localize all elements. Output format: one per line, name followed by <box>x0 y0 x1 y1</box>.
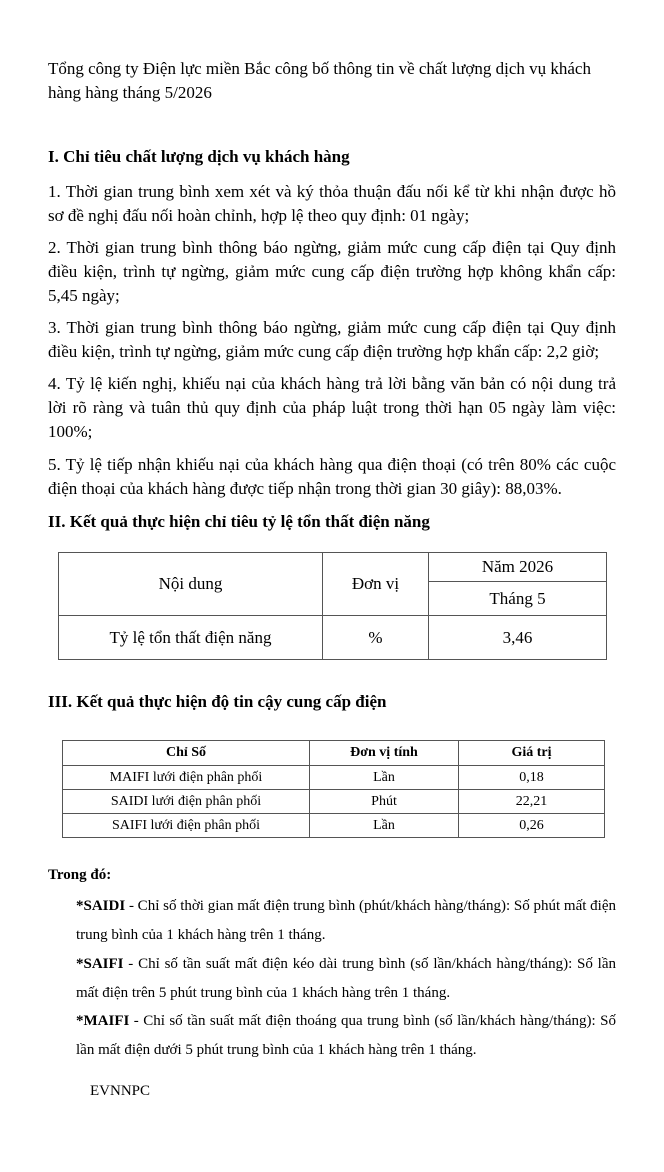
section1-item-4: 4. Tỷ lệ kiến nghị, khiếu nại của khách hàng trả lời bằng văn bản có nội dung trả lời rõ ràng và tuân thủ quy định của pháp luật trong thời hạn 05 ngày làm việc: 100%; <box>48 374 616 441</box>
reliability-header-value: Giá trị <box>459 741 605 766</box>
note-saifi <box>76 950 616 1008</box>
table-row <box>63 766 605 790</box>
notes-heading: Trong đó: <box>48 867 112 883</box>
note-saifi-text: - Chỉ số tần suất mất điện kéo dài trung bình (số lần/khách hàng/tháng): Số lần mất điện trên 5 phút trung bình của 1 khách hàng trên 1 tháng. <box>76 956 616 1001</box>
reliability-header-unit: Đơn vị tính <box>310 741 459 766</box>
loss-table <box>58 552 607 660</box>
note-maifi <box>76 1007 616 1065</box>
section3-title: III. Kết quả thực hiện độ tin cậy cung cấp điện <box>48 692 387 711</box>
row-unit: Phút <box>310 790 459 814</box>
row-unit: Lần <box>310 766 459 790</box>
note-saidi-term: *SAIDI <box>76 898 126 914</box>
section1-title: I. Chỉ tiêu chất lượng dịch vụ khách hàng <box>48 147 350 166</box>
intro-paragraph: Tổng công ty Điện lực miền Bắc công bố thông tin về chất lượng dịch vụ khách hàng hàng tháng 5/2026 <box>48 59 591 102</box>
note-maifi-term: *MAIFI <box>76 1013 130 1029</box>
note-saidi <box>76 892 616 950</box>
row-index: SAIFI lưới điện phân phối <box>63 814 310 838</box>
row-value: 0,26 <box>459 814 605 838</box>
row-index: SAIDI lưới điện phân phối <box>63 790 310 814</box>
header-content: Nội dung <box>59 553 323 616</box>
section1-item-1: 1. Thời gian trung bình xem xét và ký thỏa thuận đấu nối kể từ khi nhận được hồ sơ đề nghị đấu nối hoàn chỉnh, hợp lệ theo quy định: 01 ngày; <box>48 182 616 225</box>
row-unit: Lần <box>310 814 459 838</box>
footer-signature: EVNNPC <box>90 1083 151 1099</box>
row-index: MAIFI lưới điện phân phối <box>63 766 310 790</box>
row-value: 0,18 <box>459 766 605 790</box>
note-maifi-text: - Chỉ số tần suất mất điện thoáng qua trung bình (số lần/khách hàng/tháng): Số lần mất điện dưới 5 phút trung bình của 1 khách hàng trên 1 tháng. <box>76 1013 616 1058</box>
section1-item-3: 3. Thời gian trung bình thông báo ngừng, giảm mức cung cấp điện tại Quy định điều kiện, trình tự ngừng, giảm mức cung cấp điện trường hợp khẩn cấp: 2,2 giờ; <box>48 318 616 361</box>
header-month: Tháng 5 <box>429 582 607 616</box>
reliability-header-index: Chỉ Số <box>63 741 310 766</box>
header-year: Năm 2026 <box>429 553 607 582</box>
table-row <box>63 814 605 838</box>
loss-row-content: Tỷ lệ tổn thất điện năng <box>59 616 323 660</box>
reliability-table <box>62 740 605 838</box>
note-saidi-text: - Chỉ số thời gian mất điện trung bình (phút/khách hàng/tháng): Số phút mất điện trung bình của 1 khách hàng trên 1 tháng. <box>76 898 616 943</box>
section2-title: II. Kết quả thực hiện chỉ tiêu tỷ lệ tổn thất điện năng <box>48 512 430 531</box>
header-unit: Đơn vị <box>323 553 429 616</box>
section1-item-5: 5. Tỷ lệ tiếp nhận khiếu nại của khách hàng qua điện thoại (có trên 80% các cuộc điện thoại của khách hàng được tiếp nhận trong thời gian 30 giây): 88,03%. <box>48 455 616 498</box>
loss-row-value: 3,46 <box>429 616 607 660</box>
loss-row-unit: % <box>323 616 429 660</box>
note-saifi-term: *SAIFI <box>76 956 124 972</box>
section1-item-2: 2. Thời gian trung bình thông báo ngừng, giảm mức cung cấp điện tại Quy định điều kiện, trình tự ngừng, giảm mức cung cấp điện trường hợp không khẩn cấp: 5,45 ngày; <box>48 238 616 305</box>
table-row <box>63 790 605 814</box>
row-value: 22,21 <box>459 790 605 814</box>
